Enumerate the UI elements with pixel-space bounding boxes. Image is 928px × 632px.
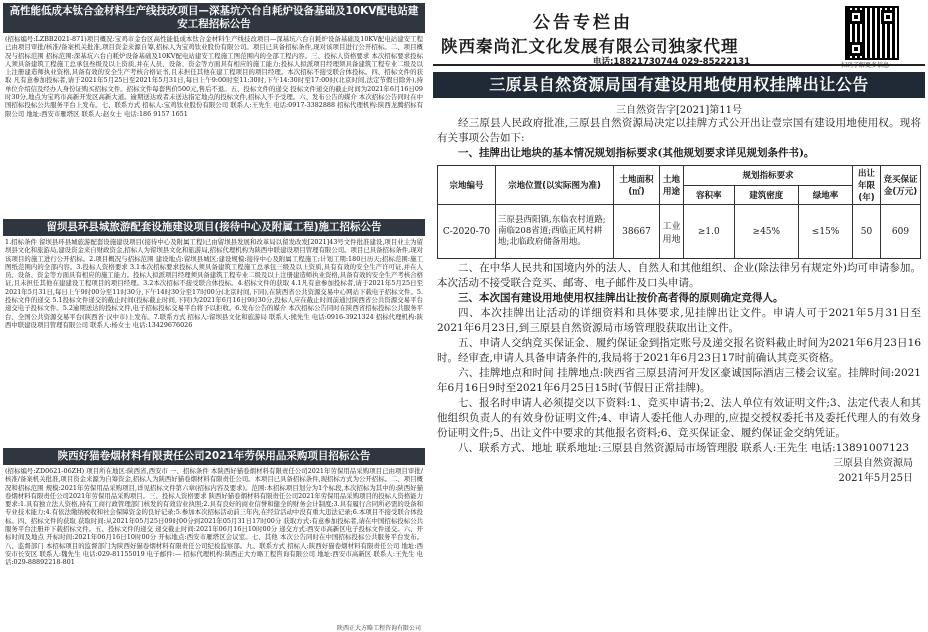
cell-use: 工业用地 <box>660 205 684 259</box>
signature-org: 三原县自然资源局 <box>833 458 913 469</box>
section-3-footer: 陕西正大方略工程咨询有限公司 <box>336 625 421 632</box>
notice-section-2 <box>3 219 425 448</box>
item-4: 四、本次挂牌出让活动的详细资料和具体要求,见挂牌出让文件。申请人可于2021年5月31日至2021年6月23日,到三原县自然资源局市场管理股获取出让文件。 <box>437 307 921 334</box>
th-use: 土地用途 <box>660 166 684 205</box>
th-density: 建筑密度 <box>734 185 799 205</box>
table-header-row <box>438 166 921 186</box>
qr-code-icon[interactable] <box>845 6 899 60</box>
item-1: 一、挂牌出让地块的基本情况规划指标要求(其他规划要求详见规划条件书)。 <box>458 147 815 159</box>
item-8: 八、联系方式、地址 联系地址:三原县自然资源局市场管理股 联系人:王先生 电话:13891007123 <box>458 442 910 454</box>
cell-density: ≥45% <box>734 205 799 259</box>
section-1-title: 高性能低成本钛合金材料生产线技改项目—深基坑六台自耗炉设备基础及10KV配电站建安工程招标公告 <box>3 3 425 33</box>
cell-years: 50 <box>853 205 881 259</box>
parcel-table <box>437 165 921 259</box>
cell-location: 三原县西阳镇,东临农村道路;南临208省道;西临正风村耕地;北临政府储备用地。 <box>496 205 614 259</box>
notice-title: 三原县自然资源局国有建设用地使用权挂牌出让公告 <box>433 72 925 98</box>
cell-area: 38667 <box>614 205 660 259</box>
th-years: 出让年限(年) <box>853 166 881 205</box>
header-top-text: 公告专栏由 <box>533 13 633 33</box>
left-column <box>3 3 425 632</box>
th-far: 容积率 <box>684 185 735 205</box>
item-5: 五、申请人交纳竞买保证金、履约保证金到指定账号及递交报名资料截止时间为2021年6月23日16时。经审查,申请人具备申请条件的,我局将于2021年6月23日17时前确认其竞买资格。 <box>437 337 921 364</box>
cell-deposit: 609 <box>881 205 921 259</box>
column-header <box>433 0 925 69</box>
cell-parcel-no: C-2020-70 <box>438 205 496 259</box>
table-row <box>438 205 921 259</box>
header-phone: 电话:18821730744 029-85222131 <box>593 57 751 67</box>
section-3-body: (招标编号:ZD0621-06ZH) 项目所在地区:陕西省,西安市 一、招标条件 本陕西好猫卷烟材料有限责任公司2021年劳保用品采购项目已由项目审批/核准/备案机关批准,项目资金来源为自筹资金,招标人为陕西好猫卷烟材料有限责任公司。本项目已具备招标条件,现招标方式为公开招标。二、项目概况和招标范围 规模:2021年劳保用品采购项目,详见招标文件第六章(招标内容及要求)。范围:本招标项目划分为1个标段,本次招标为其中的:陕西好猫卷烟材料有限责任公司2021年劳保用品采购项目。三、投标人资格要求 陕西好猫卷烟材料有限责任公司2021年劳保用品采购项目的投标人资格能力要求:1.具有独立法人资格,持有工商行政管理部门核发的有效营业执照;2.具有良好的商业信誉和健全的财务会计制度;3.具有履行合同所必需的设备和专业技术能力;4.有依法缴纳税收和社会保障资金的良好记录;5.参加本次招标活动前三年内,在经营活动中没有重大违法记录;6.本项目不接受联合体投标。四、招标文件的获取 获取时间:从2021年05月25日09时00分到2021年05月31日17时00分 获取方式:有意参加投标者,请在中国招标投标公共服务平台注册并下载招标文件。五、投标文件的递交 递交截止时间:2021年06月16日10时00分 递交方式:西安市高新区电子投标文件递交。六、开标时间及地点 开标时间:2021年06月16日10时00分 开标地点:西安市雁塔区会议室。七、其他 本次公告同时在中国招标投标公共服务平台发布。八、监督部门 本招标项目的监督部门为陕西好猫卷烟材料有限责任公司纪检监察部。九、联系方式 招标人:陕西好猫卷烟材料有限责任公司 地址:西安市长安区 联系人:魏先生 电话:029-81155019 电子邮件:— 招标代理机构:陕西正大方略工程咨询有限公司 地址:西安市高新区 联系人:王先生 电话:029-88892218-801 <box>5 467 423 567</box>
right-column <box>433 0 925 609</box>
notice-section-1 <box>3 3 425 219</box>
th-location: 宗地位置(以实际图为准) <box>496 166 614 205</box>
cell-far: ≥1.0 <box>684 205 735 259</box>
section-2-title: 留坝县环县城旅游配套设施建设项目(接待中心及附属工程)施工招标公告 <box>3 219 425 236</box>
item-6: 六、挂牌地点和时间 挂牌地点:陕西省三原县清河开发区豪诚国际酒店三楼会议室。挂牌时间:2021年6月16日9时至2021年6月25日15时(节假日正常挂牌)。 <box>437 367 921 394</box>
cell-green: ≤15% <box>799 205 853 259</box>
th-parcel-no: 宗地编号 <box>438 166 496 205</box>
section-2-body: 1.招标条件 留坝县环县城旅游配套设施建设项目(接待中心及附属工程)已由留坝县发展和改革局以留发改发[2021]43号文件批准建设,项目业主为留坝县文化和旅游局,建设资金来自财政资金,招标人为留坝县文化和旅游局,招标代理机构为陕西中联建设项目管理有限公司。项目已具备招标条件,现对该项目的施工进行公开招标。2.项目概况与招标范围 建设地点:留坝县城区;建设规模:接待中心及附属工程施工;计划工期:180日历天;招标范围:施工图纸范围内的全部内容。3.投标人资格要求 3.1本次招标要求投标人须具备建筑工程施工总承包三级及以上资质,具有有效的安全生产许可证,并在人员、设备、资金等方面具有相应的施工能力。投标人拟派项目经理须具备建筑工程专业二级及以上注册建造师执业资格,具备有效的安全生产考核合格证,且未担任其他在建建设工程项目的项目经理。3.2本次招标不接受联合体投标。4.招标文件的获取 4.1凡有意参加投标者,请于2021年5月25日至2021年5月31日,每日上午9时00分至11时30分,下午14时30分至17时00分(北京时间,下同),在陕西省公共资源交易中心网站下载电子招标文件。5.投标文件的递交 5.1投标文件递交的截止时间(投标截止时间,下同)为2021年6月16日9时30分,投标人应在截止时间前通过陕西省公共资源交易平台递交电子投标文件。5.2逾期送达的投标文件,电子招标投标交易平台将予以拒收。6.发布公告的媒介 本次招标公告同时在陕西省招标投标公共服务平台、全国公共资源交易平台(陕西省·汉中市)上发布。7.联系方式 招标人:留坝县文化和旅游局 联系人:熊先生 电话:0916-3921324 招标代理机构:陕西中联建设项目管理有限公司 联系人:杨女士 电话:13429676026 <box>5 238 423 329</box>
th-green: 绿地率 <box>799 185 853 205</box>
item-7: 七、报名时申请人必须提交以下资料:1、竞买申请书;2、法人单位有效证明文件;3、法定代表人和其他组织负责人的有效身份证明文件;4、申请人委托他人办理的,应提交授权委托书及委托代理人的有效身份证明文件;5、出让文件中要求的其他报名资料;6、竞买保证金、履约保证金交纳凭证。 <box>437 397 921 439</box>
header-agency-name: 陕西秦尚汇文化发展有限公司独家代理 <box>441 37 739 56</box>
qr-caption: 扫码了解更多信息 <box>841 62 890 69</box>
item-2: 二、在中华人民共和国境内外的法人、自然人和其他组织、企业(除法律另有规定外)均可申请参加。本次活动不接受联合竞买、邮寄、电子邮件及口头申请。 <box>437 262 921 289</box>
th-area: 土地面积(㎡) <box>614 166 660 205</box>
item-3: 三、本次国有建设用地使用权挂牌出让按价高者得的原则确定竞得人。 <box>458 292 784 304</box>
section-1-body: (招标编号:LZBB2021-871)项目概况:宝鸡市金台区高性能低成本钛合金材料生产线技改项目—深基坑六台自耗炉设备基础及10KV配电站建安工程已由项目审批/核准/备案机关批准,项目资金来源自筹,招标人为宝鸡钛业股份有限公司。项目已具备招标条件,现对该项目进行公开招标。二、项目概况与招标范围 招标范围:深基坑六台自耗炉设备基础及10KV配电站建安工程施工图范围内的全部工程内容。三、投标人资格要求 本次招标要求投标人须具备建筑工程施工总承包叁级及以上资质,并在人员、设备、资金等方面具有相应的施工能力;投标人拟派项目经理须具备建筑工程专业二级及以上注册建造师执业资格,具备有效的安全生产考核合格证书,且未担任其他在建工程项目的项目经理。本次招标不接受联合体投标。四、招标文件的获取 凡有意参加投标者,请于2021年5月25日至2021年5月31日,每日上午9:00时至11:30时,下午14:30时至17:00时(北京时间,法定节假日除外),持单位介绍信及经办人身份证购买招标文件。招标文件每套售价500元,售后不退。五、投标文件的递交 投标文件递交的截止时间为2021年6月16日09时30分,地点为宝鸡市高新开发区高新大道。逾期送达或者未送达指定地点的投标文件,招标人不予受理。六、发布公告的媒介 本次招标公告同时在中国招标投标公共服务平台上发布。七、联系方式 招标人:宝鸡钛业股份有限公司 联系人:王先生 电话:0917-3382888 招标代理机构:陕西龙腾招标有限公司 地址:西安市雁塔区 联系人:赵女士 电话:186 9157 1651 <box>5 35 423 118</box>
th-deposit: 竞买保证金(万元) <box>881 166 921 205</box>
document-number: 三自然资告字[2021]第11号 <box>616 105 742 116</box>
signature-date: 2021年5月25日 <box>838 473 913 484</box>
notice-intro: 经三原县人民政府批准,三原县自然资源局决定以挂牌方式公开出让壹宗国有建设用地使用权。现将有关事项公告如下: <box>437 117 921 144</box>
th-plan: 规划指标要求 <box>684 166 853 186</box>
notice-section-3 <box>3 448 425 632</box>
section-3-title: 陕西好猫卷烟材料有限责任公司2021年劳保用品采购项目招标公告 <box>3 448 425 465</box>
